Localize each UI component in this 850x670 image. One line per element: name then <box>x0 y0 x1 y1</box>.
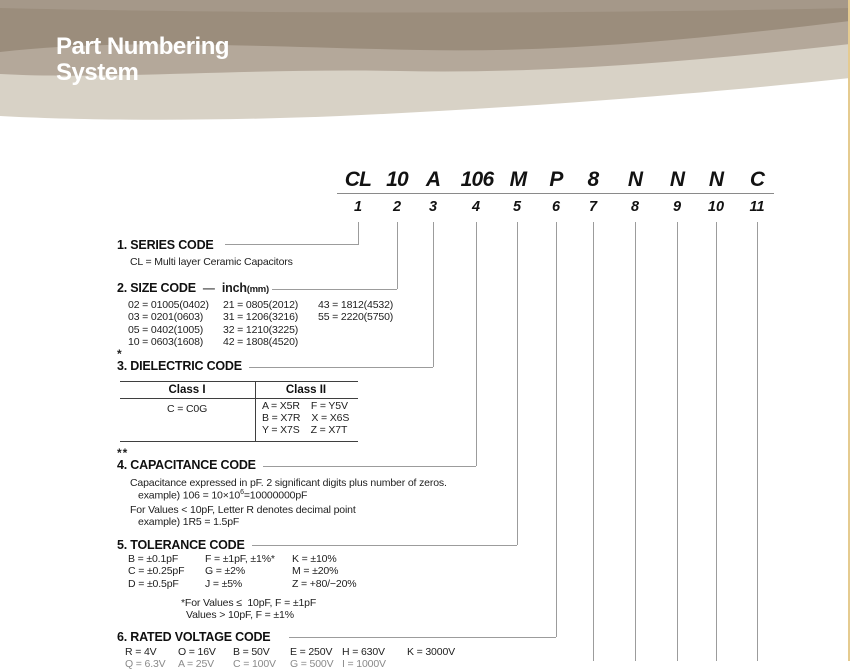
part-number-segment: N <box>669 168 685 191</box>
tolerance-column-3 <box>292 553 356 590</box>
connector-vline-1 <box>358 222 359 245</box>
dielectric-class2-header: Class II <box>285 384 327 396</box>
voltage-entry: O = 16V <box>178 646 216 658</box>
position-number: 8 <box>630 199 640 215</box>
dielectric-class1-value: C = C0G <box>167 403 208 415</box>
voltage-entry: K = 3000V <box>407 646 455 658</box>
voltage-entry-partial: G = 500V <box>290 658 334 670</box>
tolerance-entry: G = ±2% <box>205 565 246 578</box>
connector-hline-2 <box>272 289 397 290</box>
connector-vline-9 <box>677 222 678 661</box>
size-code-entry: 05 = 0402(1005) <box>128 323 204 336</box>
tolerance-entry: C = ±0.25pF <box>128 565 185 578</box>
tolerance-entry: K = ±10% <box>292 553 337 565</box>
connector-hline-3 <box>249 367 433 368</box>
page-title-line2: System <box>56 59 139 86</box>
position-number: 10 <box>707 199 725 215</box>
page-title <box>56 34 229 86</box>
capacitance-code-title: 4. CAPACITANCE CODE <box>117 458 256 472</box>
part-number-segment: M <box>509 168 527 191</box>
position-number: 7 <box>588 199 598 215</box>
part-number-segment: 8 <box>587 168 599 191</box>
part-number-underline <box>337 193 774 194</box>
position-number: 2 <box>392 199 402 215</box>
position-number: 6 <box>551 199 561 215</box>
position-number: 5 <box>512 199 522 215</box>
connector-hline-4 <box>263 466 476 467</box>
size-code-unit: inch <box>221 281 247 295</box>
capacitance-example2: example) 1R5 = 1.5pF <box>138 516 240 528</box>
part-number-segment: 106 <box>460 168 494 191</box>
tolerance-entry: B = ±0.1pF <box>128 553 179 565</box>
size-code-entry: 10 = 0603(1608) <box>128 336 204 349</box>
dielectric-class2-values <box>262 401 349 436</box>
connector-vline-6 <box>556 222 557 637</box>
tolerance-column-1 <box>128 553 184 590</box>
part-number-segment: N <box>627 168 643 191</box>
size-code-title <box>117 281 269 295</box>
connector-vline-3 <box>433 222 434 367</box>
page-title-line1: Part Numbering <box>56 33 230 60</box>
tolerance-column-2 <box>205 553 275 590</box>
dielectric-table-divider <box>255 382 256 441</box>
voltage-entry: H = 630V <box>342 646 385 658</box>
tolerance-entry: D = ±0.5pF <box>128 577 179 590</box>
voltage-entry-partial: I = 1000V <box>342 658 386 670</box>
connector-hline-1 <box>225 244 358 245</box>
part-number-segment: P <box>549 168 563 191</box>
dielectric-class2-row: A = X5R F = Y5V <box>262 400 348 412</box>
position-number: 3 <box>428 199 438 215</box>
tolerance-entry: F = ±1pF, ±1%* <box>205 553 275 565</box>
capacitance-example1-sup: 6 <box>240 489 244 496</box>
position-number: 9 <box>672 199 682 215</box>
size-code-column-1 <box>128 299 209 349</box>
part-number-segment: A <box>425 168 441 191</box>
size-code-column-3 <box>318 299 393 324</box>
tolerance-note1: *For Values ≤ 10pF, F = ±1pF <box>181 597 317 609</box>
part-number-segment: CL <box>344 168 372 191</box>
voltage-entry-partial: C = 100V <box>233 658 276 670</box>
voltage-entry-partial: A = 25V <box>178 658 215 670</box>
voltage-entry: B = 50V <box>233 646 270 658</box>
capacitance-line1: Capacitance expressed in pF. 2 significant digits plus number of zeros. <box>130 477 447 489</box>
connector-vline-5 <box>517 222 518 545</box>
voltage-entry-partial: Q = 6.3V <box>125 658 166 670</box>
position-number: 11 <box>749 199 765 215</box>
size-code-entry: 21 = 0805(2012) <box>223 299 299 311</box>
size-code-unit-mm: (mm) <box>246 284 269 295</box>
voltage-code-title: 6. RATED VOLTAGE CODE <box>117 630 271 644</box>
tolerance-code-title: 5. TOLERANCE CODE <box>117 538 245 552</box>
dielectric-star: * <box>117 347 123 361</box>
dielectric-class1-header: Class I <box>168 384 206 396</box>
series-code-title: 1. SERIES CODE <box>117 238 214 252</box>
connector-vline-4 <box>476 222 477 466</box>
capacitance-example1-pre: example) 106 = 10×10 <box>138 489 241 502</box>
connector-vline-11 <box>757 222 758 661</box>
connector-hline-5 <box>252 545 517 546</box>
tolerance-entry: J = ±5% <box>205 577 243 590</box>
size-code-entry: 43 = 1812(4532) <box>318 299 394 311</box>
connector-vline-10 <box>716 222 717 661</box>
capacitance-example1-post: =10000000pF <box>243 489 308 502</box>
size-code-entry: 55 = 2220(5750) <box>318 311 394 324</box>
series-code-desc: CL = Multi layer Ceramic Capacitors <box>130 256 293 268</box>
part-number-segment: C <box>749 168 765 191</box>
connector-hline-6 <box>289 637 556 638</box>
size-code-column-2 <box>223 299 298 349</box>
size-code-entry: 02 = 01005(0402) <box>128 299 209 311</box>
size-code-entry: 31 = 1206(3216) <box>223 311 299 324</box>
tolerance-note2: Values > 10pF, F = ±1% <box>186 609 294 621</box>
size-code-entry: 42 = 1808(4520) <box>223 336 299 349</box>
connector-vline-8 <box>635 222 636 661</box>
position-number: 4 <box>471 199 481 215</box>
connector-vline-7 <box>593 222 594 661</box>
dielectric-table <box>120 381 358 442</box>
voltage-entry: R = 4V <box>125 646 157 658</box>
size-code-title-text: 2. SIZE CODE <box>117 281 196 295</box>
capacitance-star: ** <box>117 446 129 460</box>
capacitance-example1 <box>138 489 307 502</box>
dielectric-class2-row: Y = X7S Z = X7T <box>262 423 348 436</box>
size-code-dash: — <box>202 281 215 295</box>
dielectric-class2-row: B = X7R X = X6S <box>262 411 350 424</box>
header-banner <box>0 0 850 130</box>
voltage-entry: E = 250V <box>290 646 333 658</box>
dielectric-table-header-rule <box>120 398 358 399</box>
part-number-segment: N <box>708 168 724 191</box>
size-code-entry: 03 = 0201(0603) <box>128 311 204 324</box>
position-number: 1 <box>353 199 363 215</box>
part-number-segment: 10 <box>386 168 408 191</box>
capacitance-line2: For Values < 10pF, Letter R denotes decimal point <box>130 504 356 516</box>
tolerance-entry: M = ±20% <box>292 565 339 578</box>
connector-vline-2 <box>397 222 398 289</box>
tolerance-entry: Z = +80/−20% <box>292 577 357 590</box>
dielectric-code-title: 3. DIELECTRIC CODE <box>117 359 242 373</box>
size-code-entry: 32 = 1210(3225) <box>223 323 299 336</box>
